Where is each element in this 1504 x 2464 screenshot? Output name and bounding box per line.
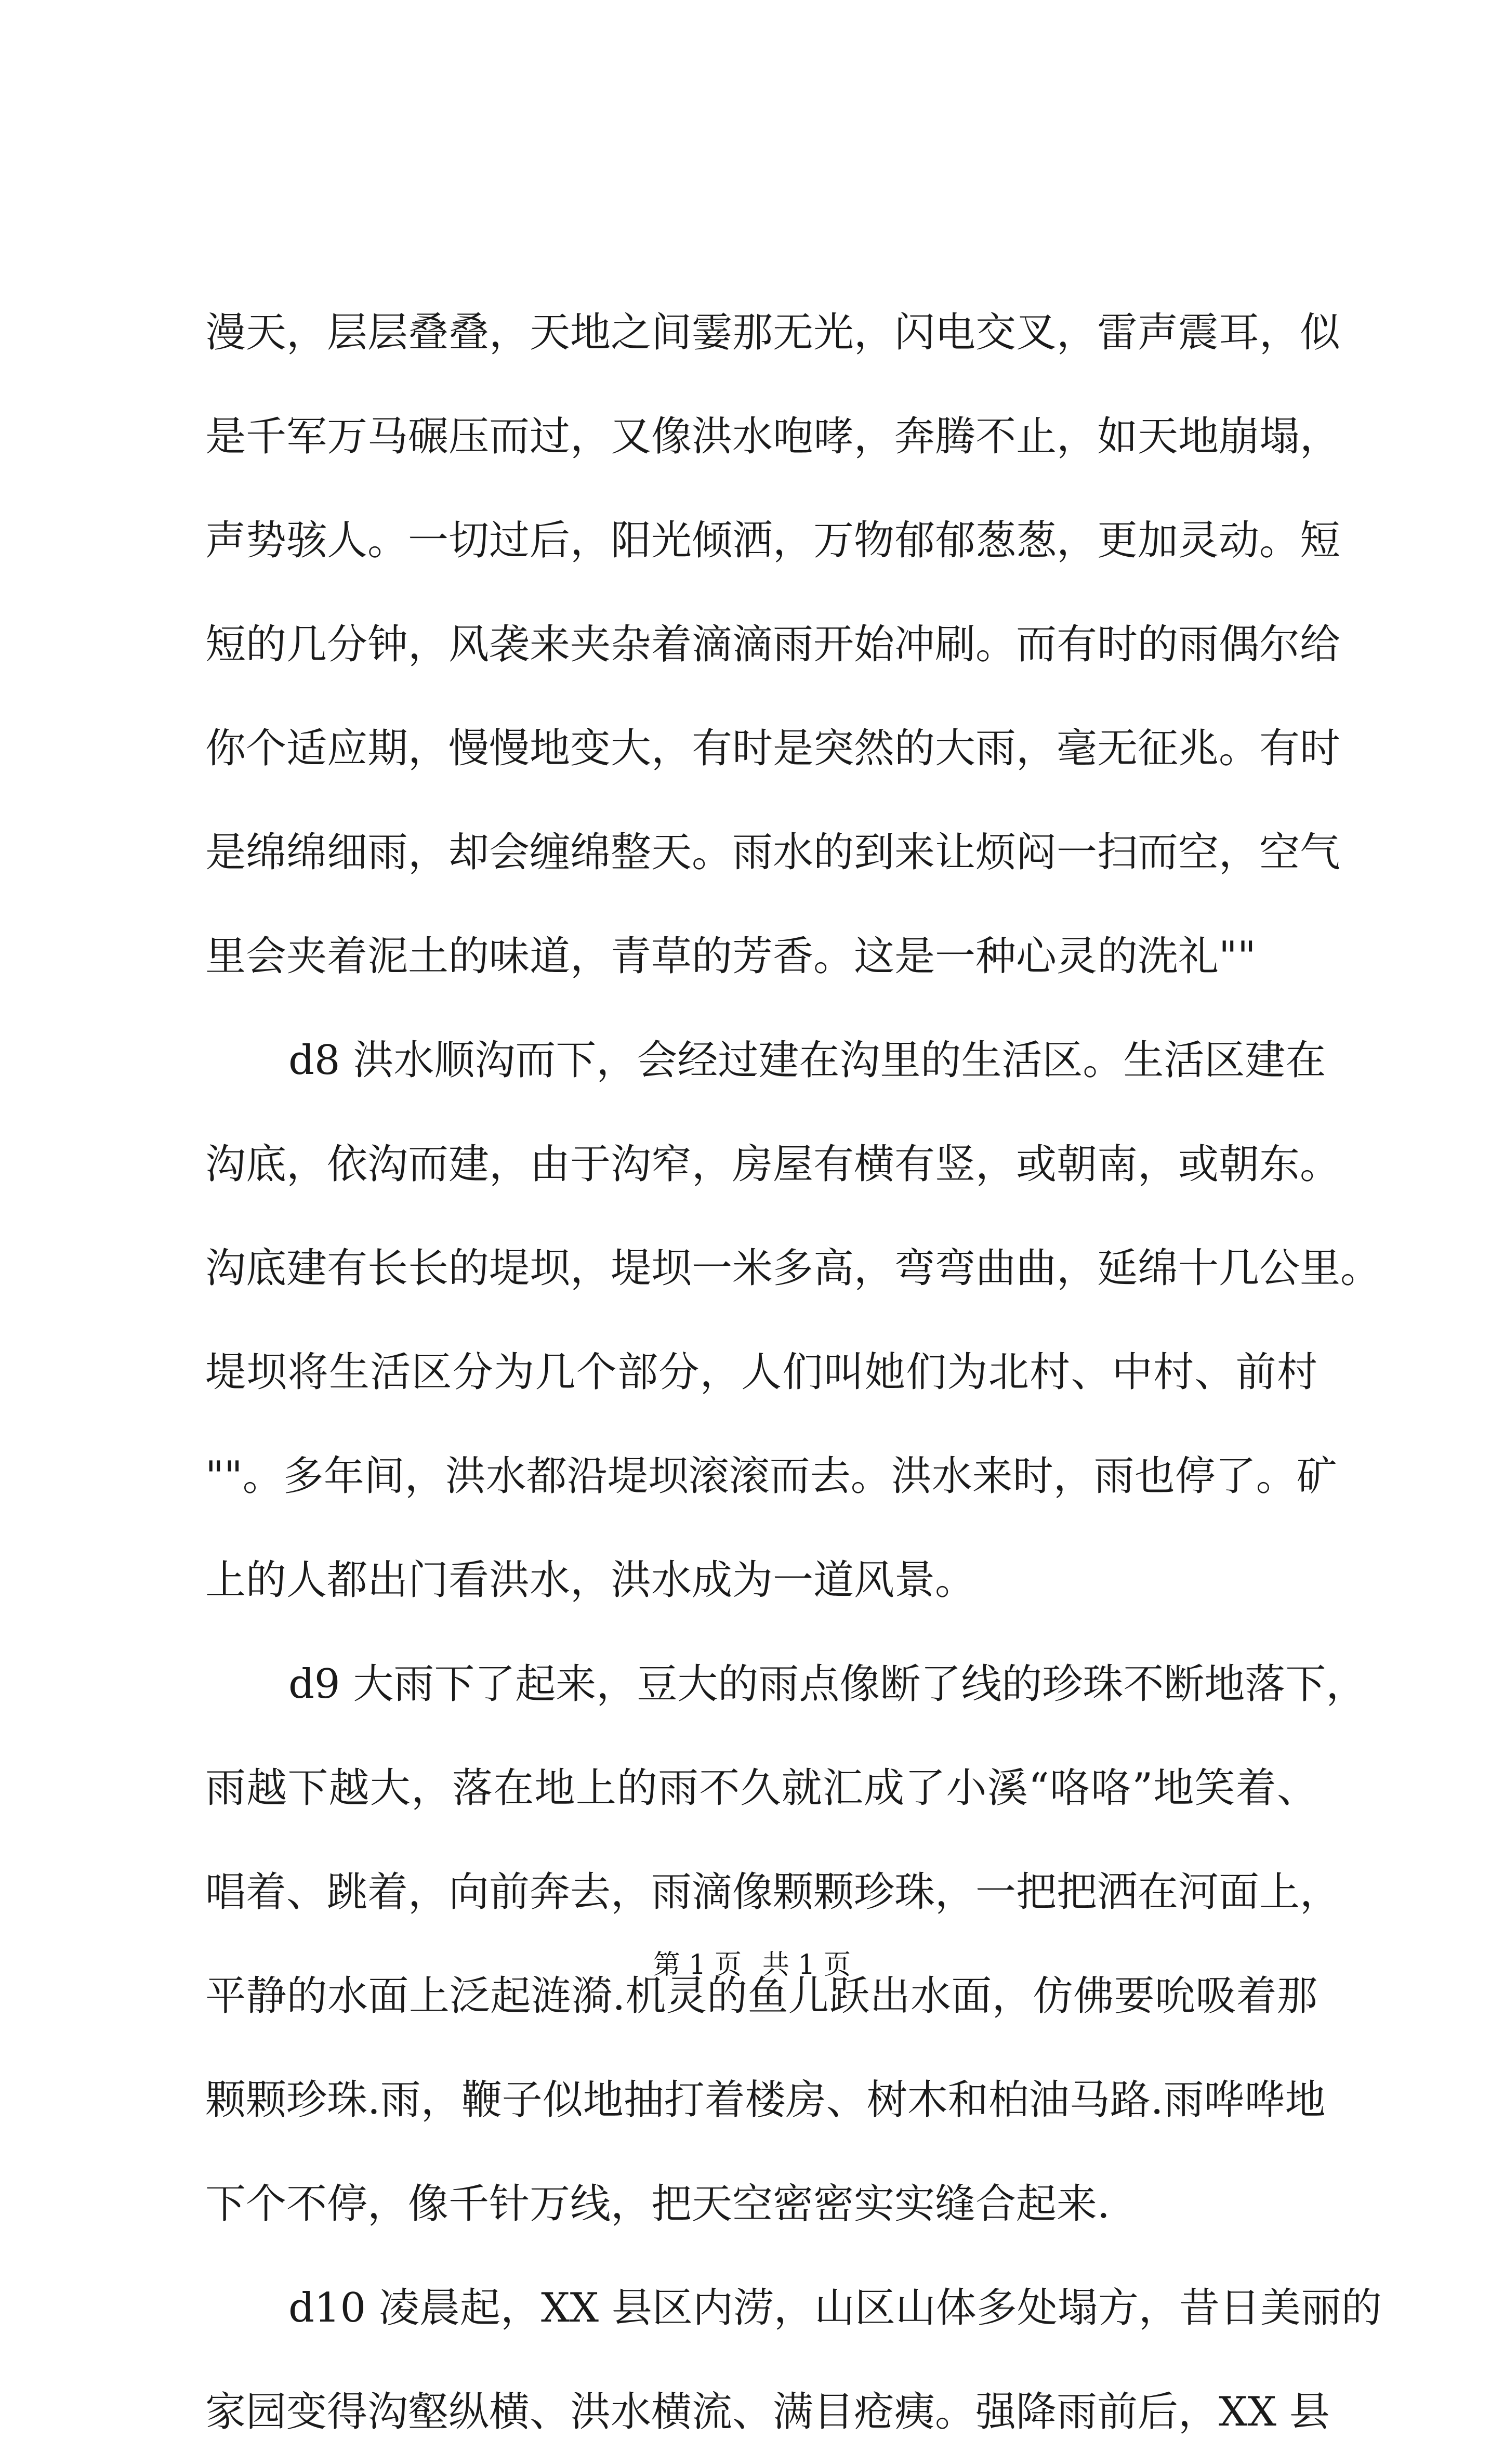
text-line: 声势骇人。一切过后，阳光倾洒，万物郁郁葱葱，更加灵动。短 (205, 517, 1341, 564)
text-line: 颗颗珍珠.雨，鞭子似地抽打着楼房、树木和柏油马路.雨哗哗地 (205, 2077, 1326, 2124)
text-line: 你个适应期，慢慢地变大，有时是突然的大雨，毫无征兆。有时 (205, 725, 1341, 772)
paragraph-2 (205, 1008, 1381, 1632)
paragraph-1 (205, 281, 1341, 1008)
page-number: 第 1 页 (653, 1949, 742, 1981)
text-line: 雨越下越大，落在地上的雨不久就汇成了小溪“咯咯”地笑着、 (205, 1765, 1317, 1812)
paragraph-3 (205, 1632, 1367, 2256)
page-footer (0, 1947, 1504, 1983)
text-line: 里会夹着泥土的味道，青草的芳香。这是一种心灵的洗礼"" (205, 933, 1256, 980)
text-line: 是绵绵细雨，却会缠绵整天。雨水的到来让烦闷一扫而空，空气 (205, 829, 1341, 876)
text-line: ""。多年间，洪水都沿堤坝滚滚而去。洪水来时，雨也停了。矿 (205, 1453, 1337, 1500)
paragraph-4 (205, 2256, 1382, 2464)
text-line: 短的几分钟，风袭来夹杂着滴滴雨开始冲刷。而有时的雨偶尔给 (205, 621, 1341, 668)
body-text (205, 281, 1382, 2464)
text-line: d10 凌晨起，XX 县区内涝，山区山体多处塌方，昔日美丽的 (288, 2285, 1382, 2331)
text-line: 沟底，依沟而建，由于沟窄，房屋有横有竖，或朝南，或朝东。 (205, 1141, 1341, 1188)
text-line: d9 大雨下了起来，豆大的雨点像断了线的珍珠不断地落下， (288, 1661, 1367, 1708)
text-line: 堤坝将生活区分为几个部分，人们叫她们为北村、中村、前村 (205, 1349, 1317, 1396)
text-line: 漫天，层层叠叠，天地之间霎那无光，闪电交叉，雷声震耳，似 (205, 309, 1341, 356)
text-line: 沟底建有长长的堤坝，堤坝一米多高，弯弯曲曲，延绵十几公里。 (205, 1245, 1381, 1292)
text-line: 下个不停，像千针万线，把天空密密实实缝合起来. (205, 2181, 1110, 2227)
text-line: d8 洪水顺沟而下，会经过建在沟里的生活区。生活区建在 (288, 1037, 1326, 1084)
text-line: 唱着、跳着，向前奔去，雨滴像颗颗珍珠，一把把洒在河面上， (205, 1869, 1341, 1916)
text-line: 平静的水面上泛起涟漪.机灵的鱼儿跃出水面，仿佛要吮吸着那 (205, 1973, 1317, 2020)
text-line: 上的人都出门看洪水，洪水成为一道风景。 (205, 1557, 976, 1604)
text-line: 是千军万马碾压而过，又像洪水咆哮，奔腾不止，如天地崩塌， (205, 413, 1341, 460)
page-total: 共 1 页 (762, 1949, 851, 1981)
text-line: 家园变得沟壑纵横、洪水横流、满目疮痍。强降雨前后，XX 县 (205, 2389, 1330, 2435)
